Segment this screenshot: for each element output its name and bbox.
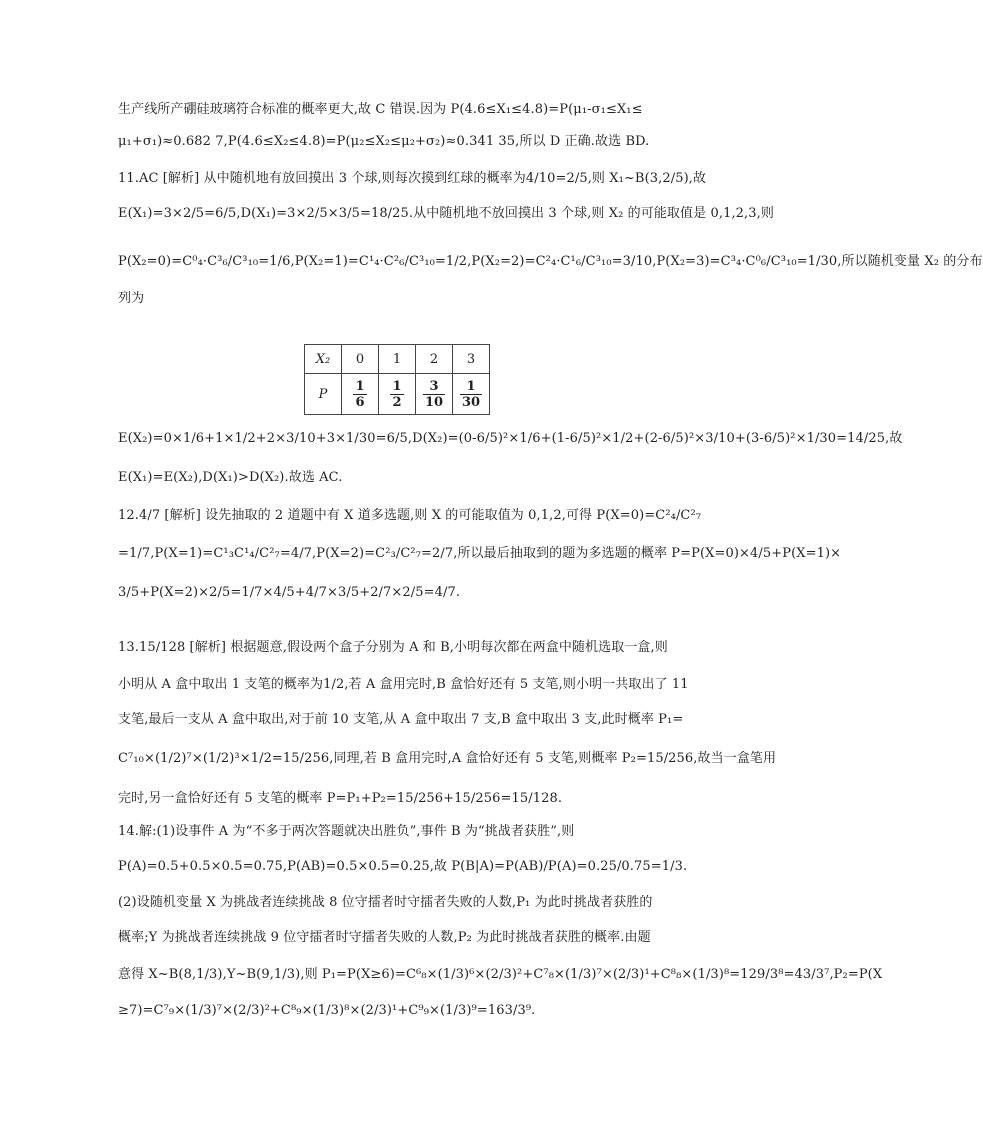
- table-header-p: P: [305, 374, 342, 415]
- text-line-9: 12.4/7 [解析] 设先抽取的 2 道题中有 X 道多选题,则 X 的可能取值为 0,1,2,可得 P(X=0)=C²₄/C²₇: [118, 508, 702, 523]
- text-line-6: 列为: [118, 291, 145, 306]
- table-row-values: [305, 345, 490, 374]
- text-line-2: μ₁+σ₁)≈0.682 7,P(4.6≤X₂≤4.8)=P(μ₂≤X₂≤μ₂+σ₂)≈0.341 35,所以 D 正确.故选 BD.: [118, 134, 650, 149]
- text-line-18: P(A)=0.5+0.5×0.5=0.75,P(AB)=0.5×0.5=0.25,故 P(B|A)=P(AB)/P(A)=0.25/0.75=1/3.: [118, 859, 688, 874]
- text-line-21: 意得 X~B(8,1/3),Y~B(9,1/3),则 P₁=P(X≥6)=C⁶₈×(1/3)⁶×(2/3)²+C⁷₈×(1/3)⁷×(2/3)¹+C⁸₈×(1/3)⁸=129/3⁸=43/3⁷,P₂=P(X: [118, 967, 883, 982]
- text-line-16: 完时,另一盒恰好还有 5 支笔的概率 P=P₁+P₂=15/256+15/256=15/128.: [118, 791, 563, 806]
- table-cell: 2: [416, 345, 453, 374]
- table-cell: 0: [342, 345, 379, 374]
- table-cell: 3: [453, 345, 490, 374]
- text-line-4: E(X₁)=3×2/5=6/5,D(X₁)=3×2/5×3/5=18/25.从中随机地不放回摸出 3 个球,则 X₂ 的可能取值是 0,1,2,3,则: [118, 206, 774, 221]
- text-line-12: 13.15/128 [解析] 根据题意,假设两个盒子分别为 A 和 B,小明每次都在两盒中随机选取一盒,则: [118, 640, 668, 655]
- text-line-8: E(X₁)=E(X₂),D(X₁)>D(X₂).故选 AC.: [118, 470, 343, 485]
- table-header-x2: X₂: [305, 345, 342, 374]
- table-cell: $\frac{1}{2}$: [379, 374, 416, 415]
- text-line-14: 支笔,最后一支从 A 盒中取出,对于前 10 支笔,从 A 盒中取出 7 支,B 盒中取出 3 支,此时概率 P₁=: [118, 712, 684, 727]
- text-line-5: P(X₂=0)=C⁰₄·C³₆/C³₁₀=1/6,P(X₂=1)=C¹₄·C²₆/C³₁₀=1/2,P(X₂=2)=C²₄·C¹₆/C³₁₀=3/10,P(X₂=3)=C³₄·C⁰₆/C³₁₀=1/30,所以随机变量 X₂ 的分布: [118, 254, 983, 269]
- text-line-3: 11.AC [解析] 从中随机地有放回摸出 3 个球,则每次摸到红球的概率为4/10=2/5,则 X₁~B(3,2/5),故: [118, 171, 707, 186]
- text-line-13: 小明从 A 盒中取出 1 支笔的概率为1/2,若 A 盒用完时,B 盒恰好还有 5 支笔,则小明一共取出了 11: [118, 677, 689, 692]
- text-line-22: ≥7)=C⁷₉×(1/3)⁷×(2/3)²+C⁸₉×(1/3)⁸×(2/3)¹+C⁹₉×(1/3)⁹=163/3⁹.: [118, 1003, 536, 1018]
- text-line-10: =1/7,P(X=1)=C¹₃C¹₄/C²₇=4/7,P(X=2)=C²₃/C²₇=2/7,所以最后抽取到的题为多选题的概率 P=P(X=0)×4/5+P(X=1)×: [118, 546, 842, 561]
- text-line-11: 3/5+P(X=2)×2/5=1/7×4/5+4/7×3/5+2/7×2/5=4/7.: [118, 585, 461, 600]
- table-cell: $\frac{3}{10}$: [416, 374, 453, 415]
- text-line-15: C⁷₁₀×(1/2)⁷×(1/2)³×1/2=15/256,同理,若 B 盒用完时,A 盒恰好还有 5 支笔,则概率 P₂=15/256,故当一盒笔用: [118, 751, 777, 766]
- table-cell: $\frac{1}{30}$: [453, 374, 490, 415]
- distribution-table: [304, 344, 490, 415]
- text-line-7: E(X₂)=0×1/6+1×1/2+2×3/10+3×1/30=6/5,D(X₂)=(0-6/5)²×1/6+(1-6/5)²×1/2+(2-6/5)²×3/10+(3-6/5)²×1/30=14/25,故: [118, 431, 903, 446]
- text-line-1: 生产线所产硼硅玻璃符合标准的概率更大,故 C 错误.因为 P(4.6≤X₁≤4.8)=P(μ₁-σ₁≤X₁≤: [118, 102, 643, 117]
- table-row-probs: [305, 374, 490, 415]
- text-line-19: (2)设随机变量 X 为挑战者连续挑战 8 位守擂者时守擂者失败的人数,P₁ 为此时挑战者获胜的: [118, 895, 653, 910]
- text-line-17: 14.解:(1)设事件 A 为“不多于两次答题就决出胜负”,事件 B 为“挑战者获胜”,则: [118, 824, 575, 839]
- table-cell: 1: [379, 345, 416, 374]
- table-cell: $\frac{1}{6}$: [342, 374, 379, 415]
- text-line-20: 概率;Y 为挑战者连续挑战 9 位守擂者时守擂者失败的人数,P₂ 为此时挑战者获胜的概率.由题: [118, 930, 651, 945]
